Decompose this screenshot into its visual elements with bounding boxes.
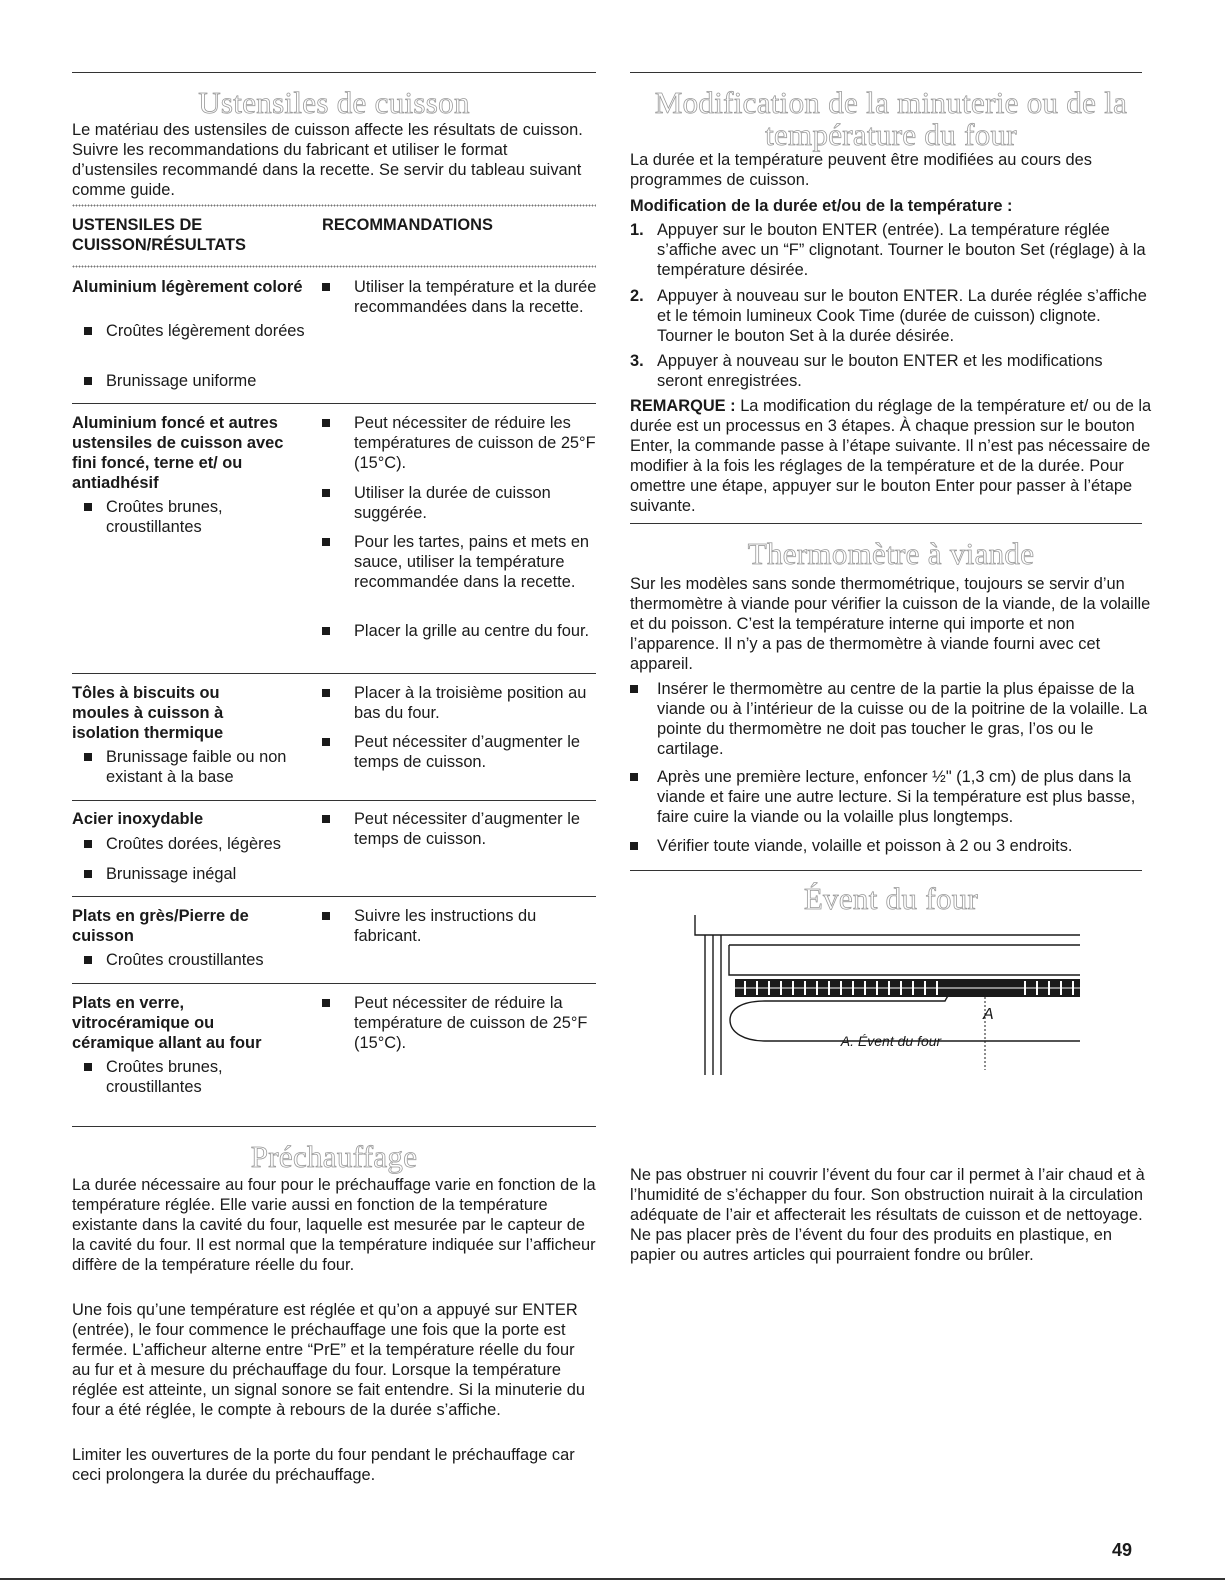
result-item: Croûtes brunes, croustillantes bbox=[72, 497, 312, 537]
thermometer-intro: Sur les modèles sans sonde thermométrique, toujours se servir d’un thermomètre à viande pour vérifier la cuisson de la viande, de la volaille et du poisson. C’est la température interne qui importe et non l’apparence. Il n’y a pas de thermomètre à viande fourni avec cet appareil. bbox=[630, 575, 1151, 673]
table-row-divider bbox=[72, 896, 596, 897]
recommendation-item: Pour les tartes, pains et mets en sauce, utiliser la température recommandée dans la recette. bbox=[322, 532, 597, 592]
table-row-divider bbox=[72, 673, 596, 674]
recommendation-item: Placer la grille au centre du four. bbox=[322, 621, 597, 641]
cookware-intro: Le matériau des ustensiles de cuisson affecte les résultats de cuisson. Suivre les recommandations du fabricant et utiliser le format d’ustensiles recommandé dans la recette. Se servir du tableau suivant comme guide. bbox=[72, 121, 583, 199]
page-bottom-rule bbox=[0, 1578, 1225, 1580]
bullet-square-icon bbox=[630, 842, 638, 850]
thermometer-bullet: Après une première lecture, enfoncer ½" (1,3 cm) de plus dans la viande et faire une autre lecture. Si la température est plus basse, faire cuire la viande ou la volaille plus longtemps. bbox=[630, 767, 1152, 827]
vent-text: Ne pas obstruer ni couvrir l’évent du four car il permet à l’air chaud et à l’humidité de s’échapper du four. Son obstruction nuirait à la circulation adéquate de l’air et affecterait les résultats de cuisson et de nettoyage. Ne pas placer près de l’évent du four des produits en plastique, en papier ou autres articles qui pourraient fondre ou brûler. bbox=[630, 1166, 1145, 1264]
modify-subheading: Modification de la durée et/ou de la température : bbox=[630, 197, 1013, 215]
bullet-square-icon bbox=[84, 956, 92, 964]
thermometer-heading: Thermomètre à viande bbox=[747, 536, 1035, 571]
preheat-paragraph: Une fois qu’une température est réglée et qu’on a appuyé sur ENTER (entrée), le four commence le préchauffage une fois que la porte est fermée. L’afficheur alterne entre “PrE” et la température réelle du four au fur et à mesure du préchauffage du four. Lorsque la température réglée est atteinte, un signal sonore se fait entendre. Si la minuterie du four a été réglée, le compte à rebours de la durée s’affiche. bbox=[72, 1301, 585, 1419]
cookware-type: Aluminium légèrement coloré bbox=[72, 278, 303, 296]
recommendation-item: Utiliser la température et la durée recommandées dans la recette. bbox=[322, 277, 597, 317]
bullet-square-icon bbox=[84, 377, 92, 385]
bullet-square-icon bbox=[322, 815, 330, 823]
table-row-divider bbox=[72, 800, 596, 801]
preheat-heading: Préchauffage bbox=[250, 1139, 418, 1174]
recommendation-item: Peut nécessiter d’augmenter le temps de cuisson. bbox=[322, 732, 597, 772]
cookware-type: Aluminium foncé et autres ustensiles de cuisson avec fini foncé, terne et/ ou antiadhésif bbox=[72, 414, 284, 492]
section-rule bbox=[72, 1126, 596, 1127]
result-item: Croûtes brunes, croustillantes bbox=[72, 1057, 312, 1097]
modify-intro: La durée et la température peuvent être modifiées au cours des programmes de cuisson. bbox=[630, 151, 1092, 189]
section-rule bbox=[630, 72, 1142, 73]
result-item: Croûtes légèrement dorées bbox=[72, 321, 312, 341]
bullet-square-icon bbox=[84, 1063, 92, 1071]
section-rule bbox=[630, 870, 1142, 871]
result-item: Brunissage uniforme bbox=[72, 371, 312, 391]
cookware-type: Plats en grès/Pierre de cuisson bbox=[72, 907, 249, 945]
step-text: Appuyer à nouveau sur le bouton ENTER. La durée réglée s’affiche et le témoin lumineux Cook Time (durée de cuisson) clignote. Tourner le bouton Set à la durée désirée. bbox=[657, 287, 1147, 345]
result-item: Brunissage faible ou non existant à la base bbox=[72, 747, 312, 787]
step-text: Appuyer à nouveau sur le bouton ENTER et les modifications seront enregistrées. bbox=[657, 352, 1103, 390]
bullet-square-icon bbox=[322, 689, 330, 697]
oven-vent-diagram bbox=[685, 915, 1085, 1080]
bullet-square-icon bbox=[630, 773, 638, 781]
result-item: Croûtes dorées, légères bbox=[72, 834, 312, 854]
table-row-divider bbox=[72, 983, 596, 984]
bullet-square-icon bbox=[84, 327, 92, 335]
step-item bbox=[630, 351, 1152, 391]
thermometer-bullet: Insérer le thermomètre au centre de la partie la plus épaisse de la viande ou à l’intérieur de la cuisse ou de la poitrine de la volaille. La pointe du thermomètre ne doit pas toucher le gras, l’os ou le cartilage. bbox=[630, 679, 1152, 759]
bullet-square-icon bbox=[322, 419, 330, 427]
modify-heading-line1: Modification de la minuterie ou de la bbox=[654, 85, 1128, 120]
bullet-square-icon bbox=[322, 738, 330, 746]
step-number: 3. bbox=[630, 352, 644, 370]
preheat-paragraph: Limiter les ouvertures de la porte du four pendant le préchauffage car ceci prolongera la durée du préchauffage. bbox=[72, 1446, 575, 1484]
section-rule bbox=[630, 523, 1142, 524]
bullet-square-icon bbox=[322, 489, 330, 497]
bullet-square-icon bbox=[322, 999, 330, 1007]
note-text: La modification du réglage de la température et/ ou de la durée est un processus en 3 étapes. À chaque pression sur le bouton Enter, la commande passe à l’étape suivante. Il n’est pas nécessaire de modifier à la fois les réglages de la température et de la durée. Pour omettre une étape, appuyer sur le bouton Enter pour passer à l’étape suivante. bbox=[630, 397, 1152, 515]
cookware-type: Acier inoxydable bbox=[72, 810, 204, 828]
bullet-square-icon bbox=[322, 912, 330, 920]
recommendation-item: Suivre les instructions du fabricant. bbox=[322, 906, 597, 946]
section-rule bbox=[72, 72, 596, 73]
recommendation-item: Placer à la troisième position au bas du four. bbox=[322, 683, 597, 723]
table-row-divider bbox=[72, 403, 596, 404]
bullet-square-icon bbox=[84, 753, 92, 761]
cookware-type: Plats en verre, vitrocéramique ou céramique allant au four bbox=[72, 994, 262, 1052]
bullet-square-icon bbox=[322, 538, 330, 546]
table-col1-header: USTENSILES DE CUISSON/RÉSULTATS bbox=[72, 216, 246, 254]
table-header-divider bbox=[72, 265, 596, 268]
table-top-divider bbox=[72, 204, 596, 207]
note-label: REMARQUE : bbox=[630, 397, 736, 415]
bullet-square-icon bbox=[322, 283, 330, 291]
cookware-heading: Ustensiles de cuisson bbox=[198, 85, 470, 120]
preheat-paragraph: La durée nécessaire au four pour le préchauffage varie en fonction de la température réglée. Elle varie aussi en fonction de la température existante dans la cavité du four, laquelle est mesurée par le capteur de la cavité du four. Il est normal que la température indiquée sur l’afficheur diffère de la température réelle du four. bbox=[72, 1176, 596, 1274]
page-number: 49 bbox=[1112, 1540, 1133, 1560]
bullet-square-icon bbox=[84, 503, 92, 511]
modify-heading-line2: température du four bbox=[765, 117, 1017, 152]
step-text: Appuyer sur le bouton ENTER (entrée). La température réglée s’affiche avec un “F” clignotant. Tourner le bouton Set (réglage) à la température désirée. bbox=[657, 221, 1146, 279]
vent-caption: A. Évent du four bbox=[840, 1033, 942, 1049]
step-item bbox=[630, 286, 1152, 346]
vent-callout-label: A bbox=[983, 1006, 994, 1023]
bullet-square-icon bbox=[84, 870, 92, 878]
modify-note bbox=[630, 396, 1152, 516]
recommendation-item: Utiliser la durée de cuisson suggérée. bbox=[322, 483, 597, 523]
bullet-square-icon bbox=[322, 627, 330, 635]
recommendation-item: Peut nécessiter de réduire les températures de cuisson de 25°F (15°C). bbox=[322, 413, 597, 473]
step-item bbox=[630, 220, 1152, 280]
step-number: 2. bbox=[630, 287, 644, 305]
step-number: 1. bbox=[630, 221, 644, 239]
thermometer-bullet: Vérifier toute viande, volaille et poisson à 2 ou 3 endroits. bbox=[630, 836, 1152, 856]
vent-heading: Évent du four bbox=[803, 881, 979, 916]
recommendation-item: Peut nécessiter d’augmenter le temps de cuisson. bbox=[322, 809, 597, 849]
table-col2-header: RECOMMANDATIONS bbox=[322, 216, 493, 234]
recommendation-item: Peut nécessiter de réduire la température de cuisson de 25°F (15°C). bbox=[322, 993, 597, 1053]
bullet-square-icon bbox=[630, 685, 638, 693]
cookware-type: Tôles à biscuits ou moules à cuisson à isolation thermique bbox=[72, 684, 224, 742]
result-item: Brunissage inégal bbox=[72, 864, 312, 884]
bullet-square-icon bbox=[84, 840, 92, 848]
result-item: Croûtes croustillantes bbox=[72, 950, 312, 970]
